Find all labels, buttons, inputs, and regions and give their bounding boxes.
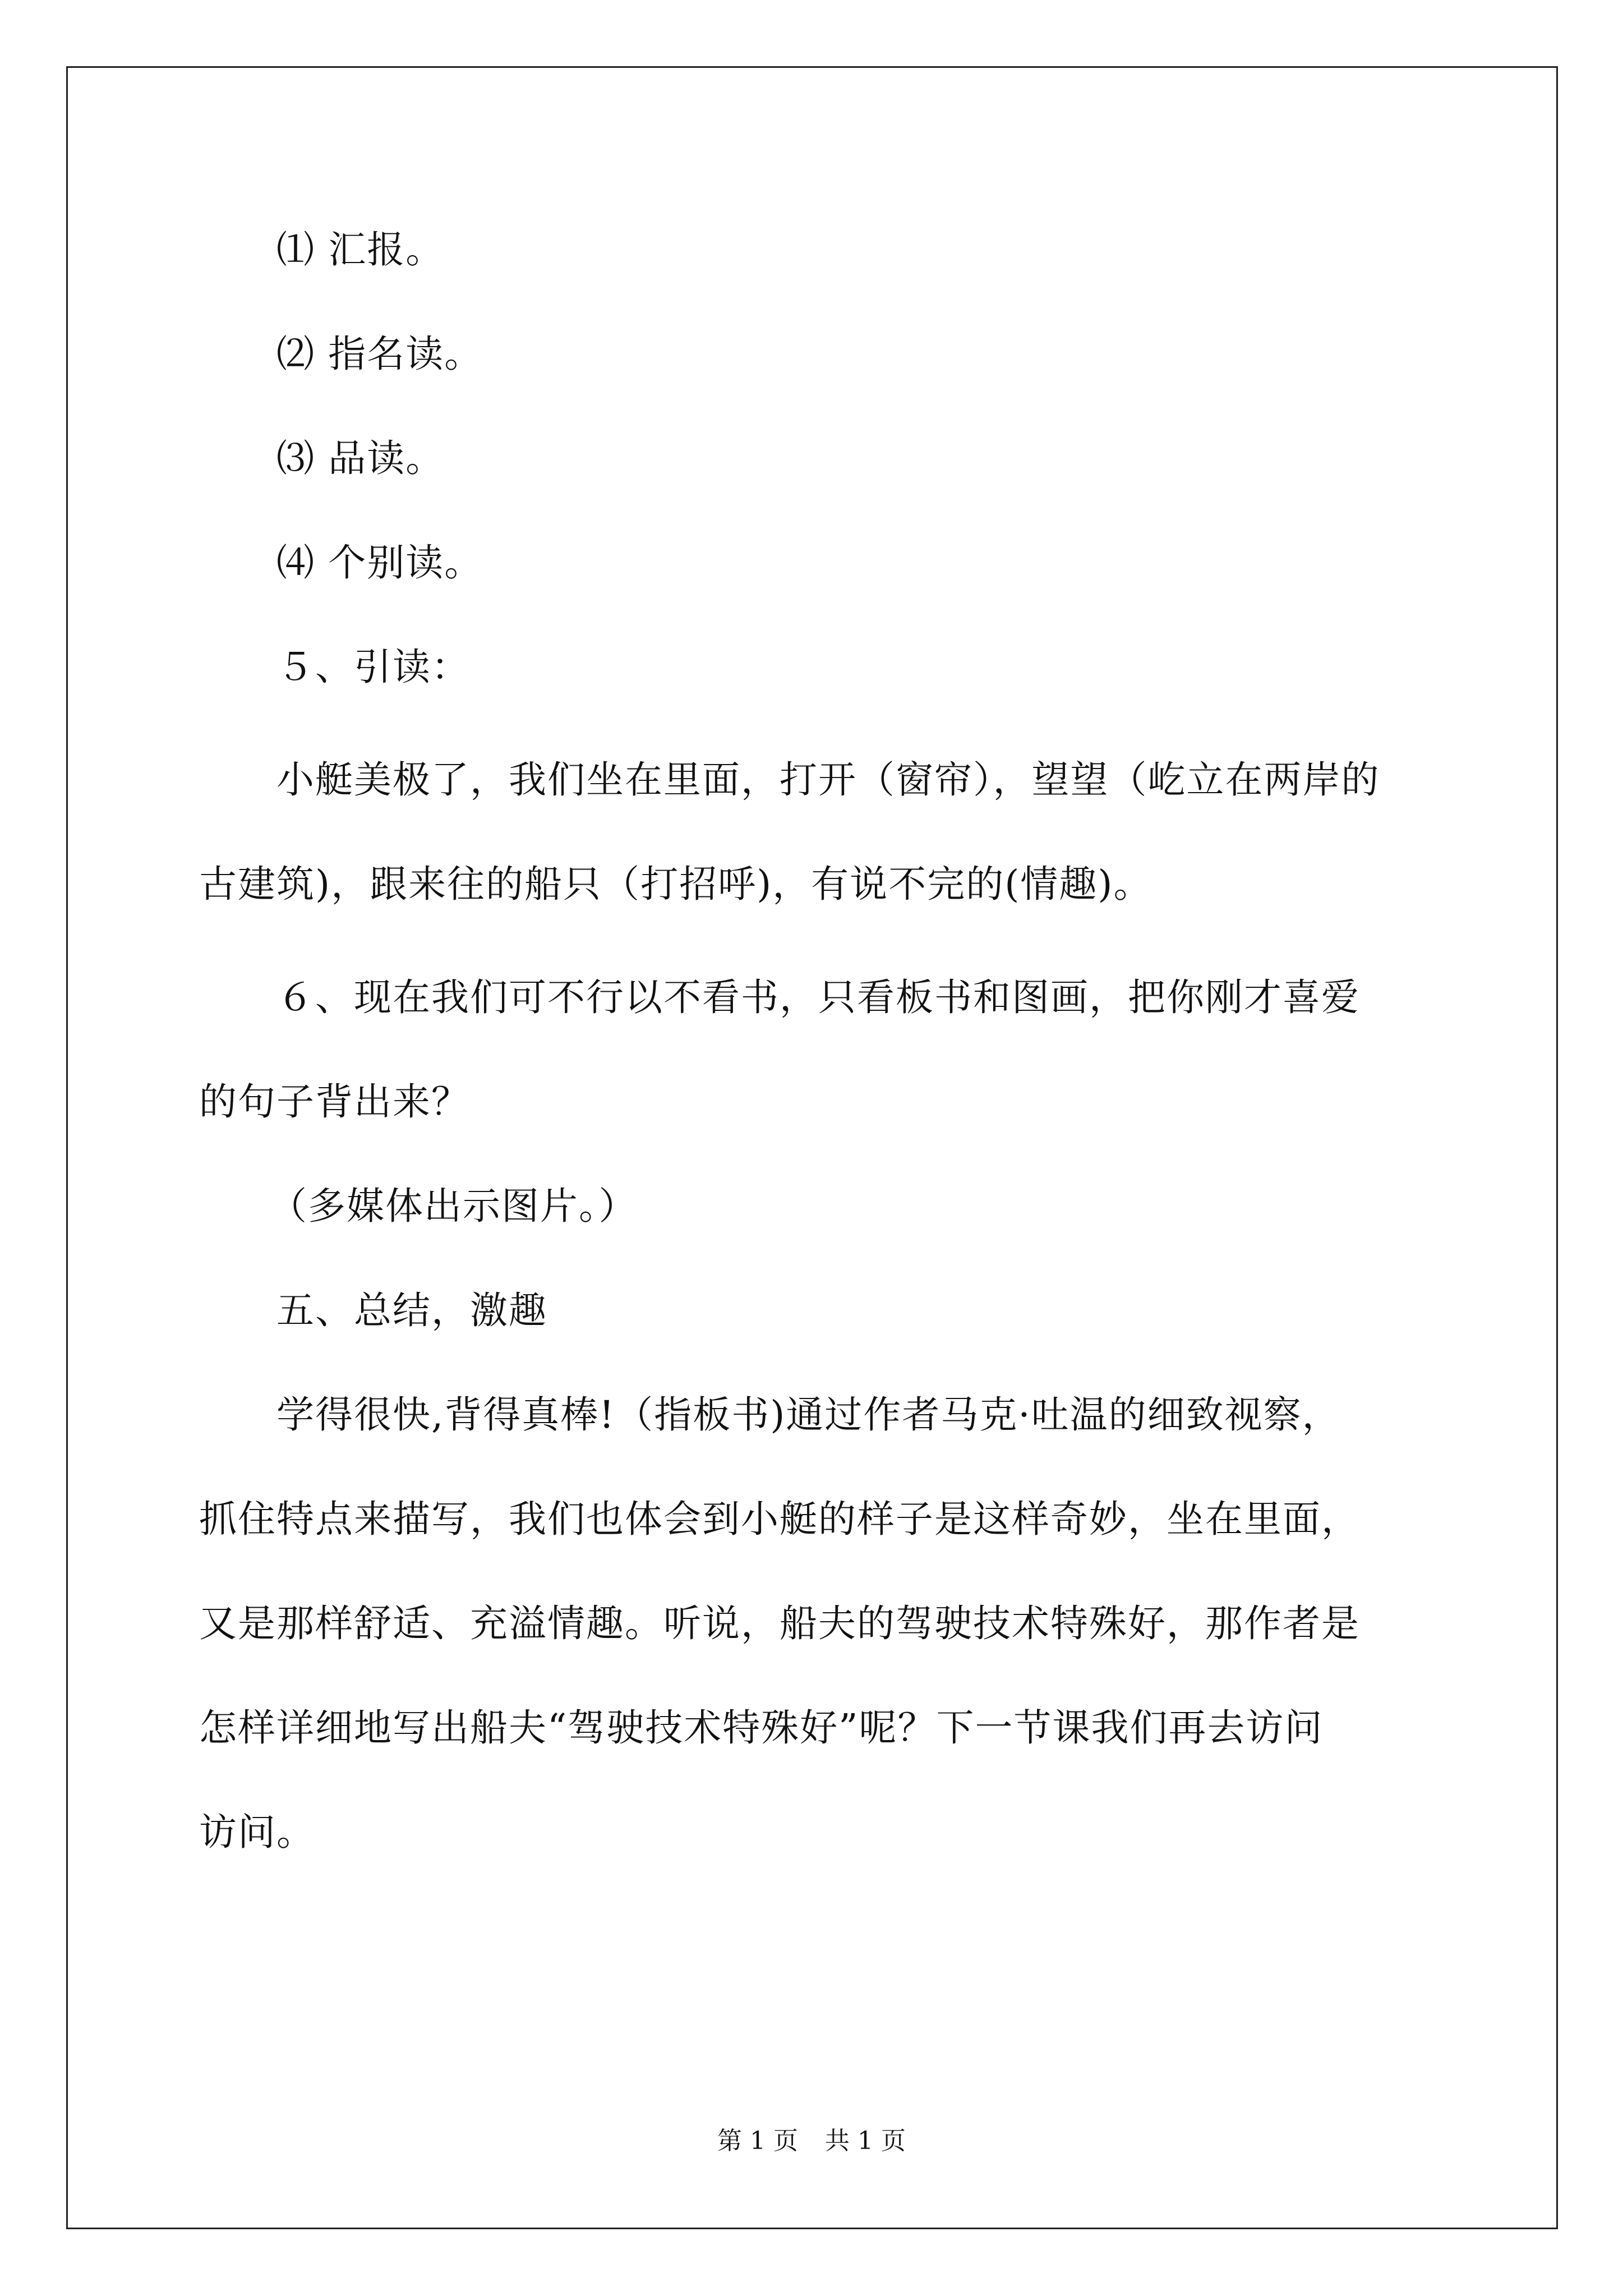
text-line: ⑷ 个别读。 xyxy=(276,541,483,585)
text-line: ⑵ 指名读。 xyxy=(276,332,483,376)
text-line: 访问。 xyxy=(199,1810,315,1854)
text-line: 小艇美极了，我们坐在里面，打开（窗帘），望望（屹立在两岸的 xyxy=(276,758,1380,802)
text-line: 又是那样舒适、充溢情趣。听说，船夫的驾驶技术特殊好，那作者是 xyxy=(199,1602,1360,1645)
text-line: 怎样详细地写出船夫“驾驶技术特殊好”呢？下一节课我们再去访问 xyxy=(199,1706,1324,1750)
text-line: 抓住特点来描写，我们也体会到小艇的样子是这样奇妙，坐在里面， xyxy=(199,1497,1360,1541)
text-line: ⑶ 品读。 xyxy=(276,436,445,480)
section-heading: 五、总结，激趣 xyxy=(276,1289,547,1332)
text-line: ６、现在我们可不行以不看书，只看板书和图画，把你刚才喜爱 xyxy=(276,976,1360,1019)
text-line: ⑴ 汇报。 xyxy=(276,228,445,272)
text-line: ５、引读： xyxy=(276,645,470,689)
page-footer xyxy=(0,2129,1623,2154)
text-line: 古建筑)，跟来往的船只（打招呼)，有说不完的(情趣)。 xyxy=(199,862,1152,906)
page-number: 第 1 页 xyxy=(717,2127,798,2155)
text-line: 的句子背出来？ xyxy=(199,1080,470,1124)
page-total: 共 1 页 xyxy=(825,2127,906,2155)
text-line: 学得很快,背得真棒!（指板书)通过作者马克·吐温的细致视察， xyxy=(276,1393,1341,1437)
text-line: （多媒体出示图片。） xyxy=(269,1184,638,1228)
page-border xyxy=(66,66,1558,2229)
